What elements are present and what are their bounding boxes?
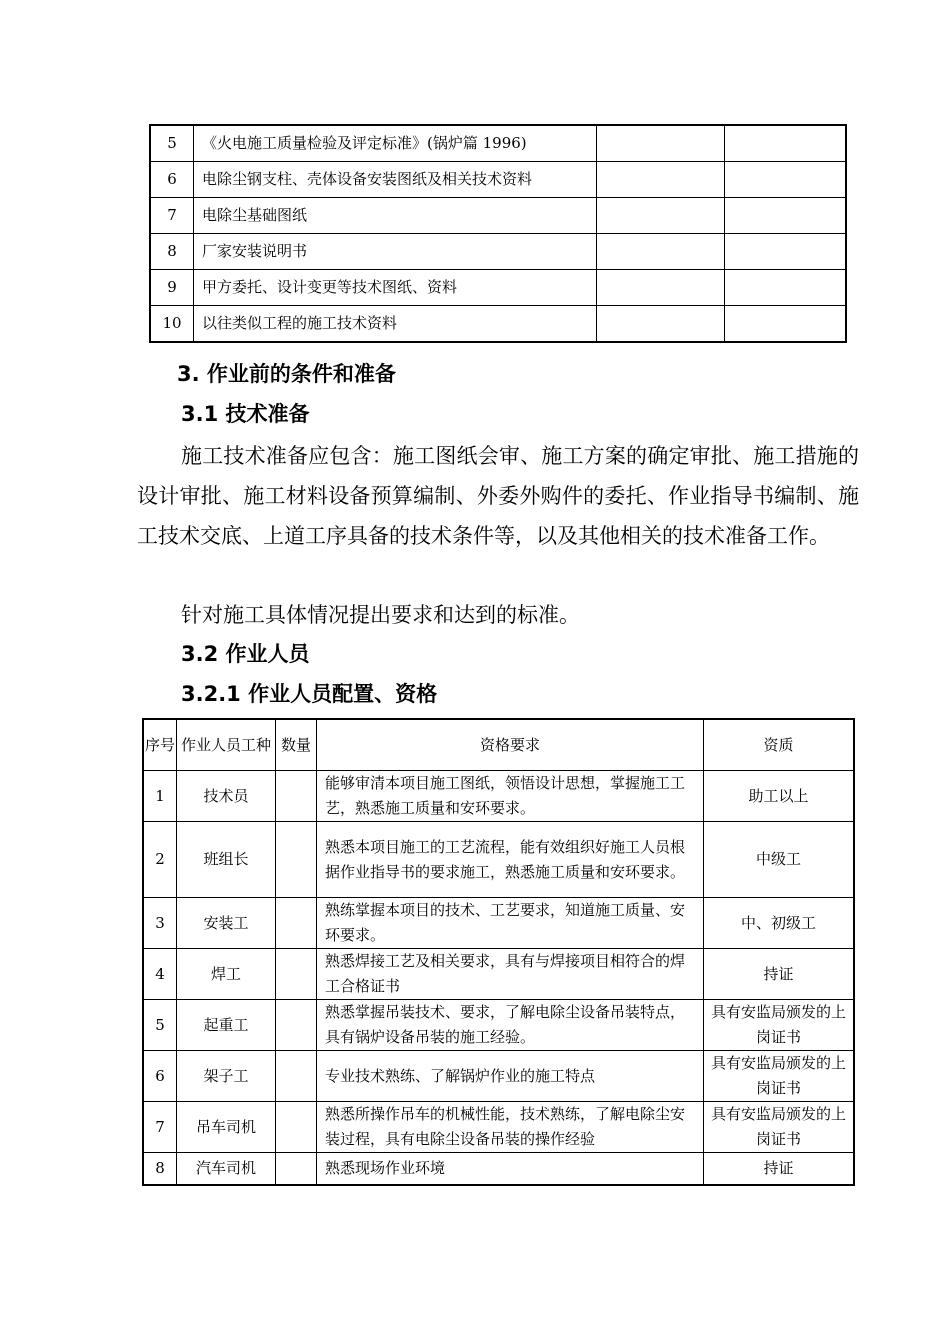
section-heading-3: 3. 作业前的条件和准备 [177,362,396,386]
row-number: 7 [143,1102,177,1153]
row-number: 6 [143,1051,177,1102]
quantity [276,1000,317,1051]
document-name: 《火电施工质量检验及评定标准》(锅炉篇 1996) [194,125,597,162]
quantity [276,822,317,898]
table-row [143,822,854,898]
requirement: 熟悉现场作业环境 [317,1153,704,1185]
header-no: 序号 [143,719,177,771]
worker-type: 汽车司机 [177,1153,276,1185]
qualification: 具有安监局颁发的上岗证书 [704,1051,855,1102]
section-heading-3-1: 3.1 技术准备 [181,402,310,426]
empty-cell [597,162,725,198]
empty-cell [597,125,725,162]
document-name: 甲方委托、设计变更等技术图纸、资料 [194,270,597,306]
qualification: 具有安监局颁发的上岗证书 [704,1102,855,1153]
requirement: 专业技术熟练、了解锅炉作业的施工特点 [317,1051,704,1102]
row-number: 2 [143,822,177,898]
worker-type: 技术员 [177,771,276,822]
quantity [276,898,317,949]
quantity [276,1153,317,1185]
section-heading-3-2: 3.2 作业人员 [181,642,310,666]
document-name: 电除尘基础图纸 [194,198,597,234]
table-row [143,1153,854,1185]
header-quantity: 数量 [276,719,317,771]
empty-cell [597,306,725,343]
table-row [143,1000,854,1051]
empty-cell [725,198,847,234]
table-row [143,1051,854,1102]
empty-cell [597,270,725,306]
row-number: 8 [143,1153,177,1185]
row-number: 8 [150,234,194,270]
worker-type: 吊车司机 [177,1102,276,1153]
table-row [143,771,854,822]
empty-cell [725,125,847,162]
table-row [143,949,854,1000]
qualification: 中级工 [704,822,855,898]
row-number: 9 [150,270,194,306]
staff-qualification-table [142,718,855,1186]
qualification: 中、初级工 [704,898,855,949]
empty-cell [725,270,847,306]
qualification: 持证 [704,1153,855,1185]
requirement: 熟悉掌握吊装技术、要求，了解电除尘设备吊装特点，具有锅炉设备吊装的施工经验。 [317,1000,704,1051]
worker-type: 班组长 [177,822,276,898]
header-qualification: 资质 [704,719,855,771]
qualification: 持证 [704,949,855,1000]
table-row [143,1102,854,1153]
technical-preparation-paragraph: 施工技术准备应包含：施工图纸会审、施工方案的确定审批、施工措施的设计审批、施工材料设备预算编制、外委外购件的委托、作业指导书编制、施工技术交底、上道工序具备的技术条件等，以及其他相关的技术准备工作。 [137,444,859,548]
row-number: 3 [143,898,177,949]
table-row [143,898,854,949]
row-number: 5 [143,1000,177,1051]
row-number: 5 [150,125,194,162]
worker-type: 架子工 [177,1051,276,1102]
qualification: 具有安监局颁发的上岗证书 [704,1000,855,1051]
table-row [150,198,846,234]
reference-documents-table [149,124,847,343]
empty-cell [725,306,847,343]
row-number: 10 [150,306,194,343]
requirements-paragraph: 针对施工具体情况提出要求和达到的标准。 [181,603,580,627]
table-header-row [143,719,854,771]
qualification: 助工以上 [704,771,855,822]
empty-cell [725,234,847,270]
empty-cell [597,198,725,234]
quantity [276,771,317,822]
header-requirement: 资格要求 [317,719,704,771]
row-number: 1 [143,771,177,822]
worker-type: 起重工 [177,1000,276,1051]
requirement: 熟练掌握本项目的技术、工艺要求，知道施工质量、安环要求。 [317,898,704,949]
worker-type: 安装工 [177,898,276,949]
document-name: 电除尘钢支柱、壳体设备安装图纸及相关技术资料 [194,162,597,198]
worker-type: 焊工 [177,949,276,1000]
requirement: 熟悉焊接工艺及相关要求，具有与焊接项目相符合的焊工合格证书 [317,949,704,1000]
empty-cell [597,234,725,270]
table-row [150,162,846,198]
requirement: 熟悉本项目施工的工艺流程，能有效组织好施工人员根据作业指导书的要求施工，熟悉施工质量和安环要求。 [317,822,704,898]
header-worker-type: 作业人员工种 [177,719,276,771]
row-number: 4 [143,949,177,1000]
table-row [150,125,846,162]
quantity [276,1102,317,1153]
table-row [150,270,846,306]
row-number: 7 [150,198,194,234]
empty-cell [725,162,847,198]
table-row [150,234,846,270]
document-name: 以往类似工程的施工技术资料 [194,306,597,343]
row-number: 6 [150,162,194,198]
quantity [276,949,317,1000]
requirement: 熟悉所操作吊车的机械性能，技术熟练，了解电除尘安装过程，具有电除尘设备吊装的操作经验 [317,1102,704,1153]
section-heading-3-2-1: 3.2.1 作业人员配置、资格 [181,682,438,706]
requirement: 能够审清本项目施工图纸，领悟设计思想，掌握施工工艺，熟悉施工质量和安环要求。 [317,771,704,822]
document-name: 厂家安装说明书 [194,234,597,270]
table-row [150,306,846,343]
quantity [276,1051,317,1102]
